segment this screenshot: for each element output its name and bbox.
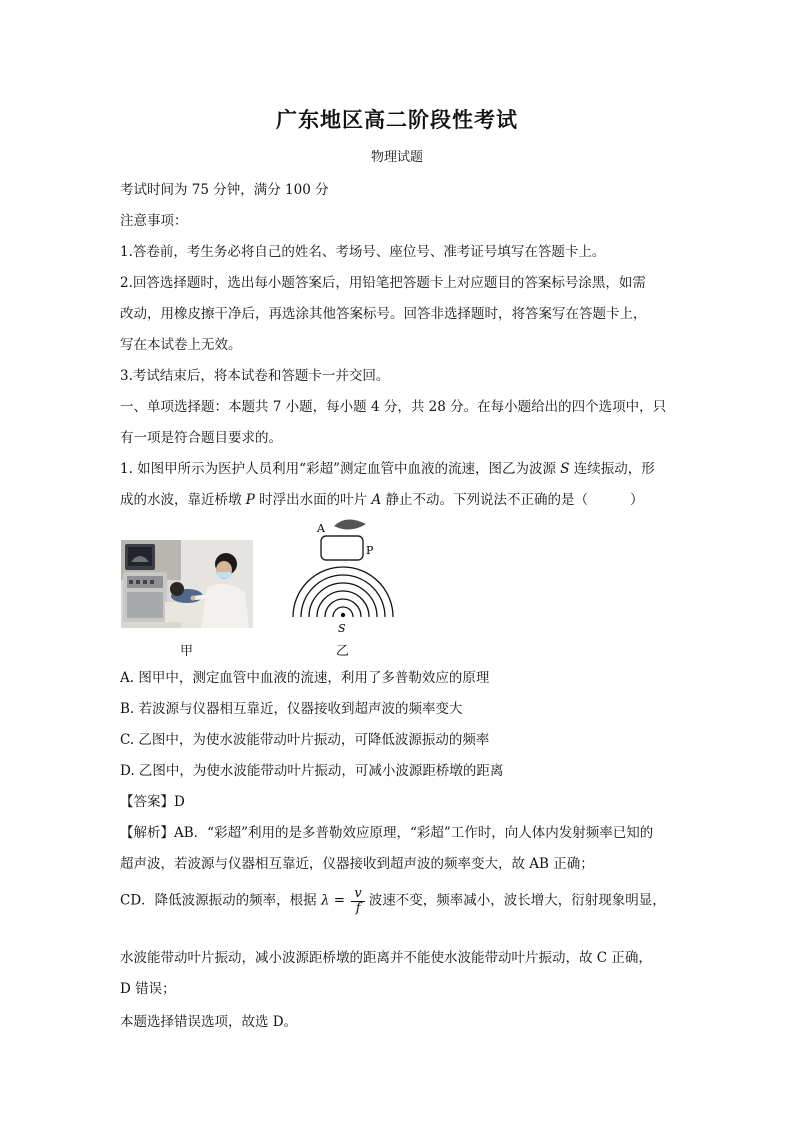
notice-heading: 注意事项： bbox=[120, 213, 188, 229]
wave-source-dot bbox=[341, 613, 345, 617]
analysis-line-4: 水波能带动叶片振动，减小波源距桥墩的距离并不能使水波能带动叶片振动，故 C 正确， bbox=[120, 950, 652, 966]
fraction-denominator: f bbox=[355, 900, 361, 916]
analysis-line-1 bbox=[120, 821, 653, 841]
stem-variable: P bbox=[245, 492, 255, 508]
stem-text: ） bbox=[630, 492, 644, 508]
formula-fraction bbox=[351, 887, 364, 915]
section-heading-line-2: 有一项是符合题目要求的。 bbox=[120, 430, 282, 446]
figure-a-caption: 甲 bbox=[180, 644, 194, 659]
option-a: A. 图甲中，测定血管中血液的流速，利用了多普勒效应的原理 bbox=[120, 670, 490, 686]
analysis-line-6: 本题选择错误选项，故选 D。 bbox=[120, 1014, 298, 1030]
analysis-heading: 【解析】 bbox=[120, 825, 174, 841]
stem-text: 时浮出水面的叶片 bbox=[254, 492, 372, 508]
stem-text: 静止不动。下列说法不正确的是（ bbox=[381, 492, 589, 508]
water-wave-diagram bbox=[282, 514, 406, 636]
label-a: A bbox=[317, 522, 325, 535]
exam-time-note: 考试时间为 75 分钟，满分 100 分 bbox=[120, 182, 329, 198]
formula-equals: = bbox=[329, 892, 350, 909]
figure-b-caption: 乙 bbox=[336, 644, 350, 659]
wave-arcs bbox=[293, 567, 393, 617]
notice-item-1: 1.答卷前，考生务必将自己的姓名、考场号、座位号、准考证号填写在答题卡上。 bbox=[120, 244, 606, 260]
leaf-icon bbox=[334, 519, 366, 529]
question-1-stem-line-1 bbox=[120, 457, 655, 477]
analysis-line-2: 超声波，若波源与仪器相互靠近，仪器接收到超声波的频率变大，故 AB 正确； bbox=[120, 856, 594, 872]
stem-variable: S bbox=[560, 461, 570, 477]
pier-shape bbox=[321, 536, 363, 560]
notice-item-3: 3.考试结束后，将本试卷和答题卡一并交回。 bbox=[120, 368, 390, 384]
label-p: P bbox=[366, 544, 374, 557]
exam-subtitle: 物理试题 bbox=[370, 150, 423, 165]
section-heading-line-1: 一、单项选择题：本题共 7 小题，每小题 4 分，共 28 分。在每小题给出的四个选项中，只 bbox=[120, 399, 667, 415]
stem-text: 成的水波，靠近桥墩 bbox=[120, 492, 246, 508]
stem-variable: A bbox=[371, 492, 382, 508]
option-b: B. 若波源与仪器相互靠近，仪器接收到超声波的频率变大 bbox=[120, 701, 463, 717]
stem-text: 连续振动，形 bbox=[569, 461, 655, 477]
exam-title: 广东地区高二阶段性考试 bbox=[276, 108, 518, 132]
analysis-line-5: D 错误； bbox=[120, 981, 176, 997]
formula-lambda: λ bbox=[320, 892, 330, 909]
notice-item-2-line-1: 2.回答选择题时，选出每小题答案后，用铅笔把答题卡上对应题目的答案标号涂黑，如需 bbox=[120, 275, 646, 291]
fraction-numerator: v bbox=[351, 887, 364, 902]
label-s: S bbox=[338, 622, 346, 635]
analysis-text: 波速不变，频率减小，波长增大，衍射现象明显， bbox=[368, 892, 666, 909]
notice-item-2-line-3: 写在本试卷上无效。 bbox=[120, 337, 242, 353]
analysis-line-3 bbox=[120, 887, 666, 915]
stem-text: 1. 如图甲所示为医护人员利用“彩超”测定血管中血液的流速，图乙为波源 bbox=[120, 461, 561, 477]
notice-item-2-line-2: 改动，用橡皮擦干净后，再选涂其他答案标号。回答非选择题时，将答案写在答题卡上， bbox=[120, 306, 647, 322]
option-d: D. 乙图中，为使水波能带动叶片振动，可减小波源距桥墩的距离 bbox=[120, 763, 504, 779]
analysis-text: CD．降低波源振动的频率，根据 bbox=[120, 892, 321, 909]
answer-line: 【答案】D bbox=[120, 794, 185, 810]
analysis-text: AB．“彩超”利用的是多普勒效应原理，“彩超”工作时，向人体内发射频率已知的 bbox=[174, 825, 654, 841]
ultrasound-photo bbox=[121, 540, 253, 628]
question-1-stem-line-2 bbox=[120, 488, 644, 508]
option-c: C. 乙图中，为使水波能带动叶片振动，可降低波源振动的频率 bbox=[120, 732, 490, 748]
